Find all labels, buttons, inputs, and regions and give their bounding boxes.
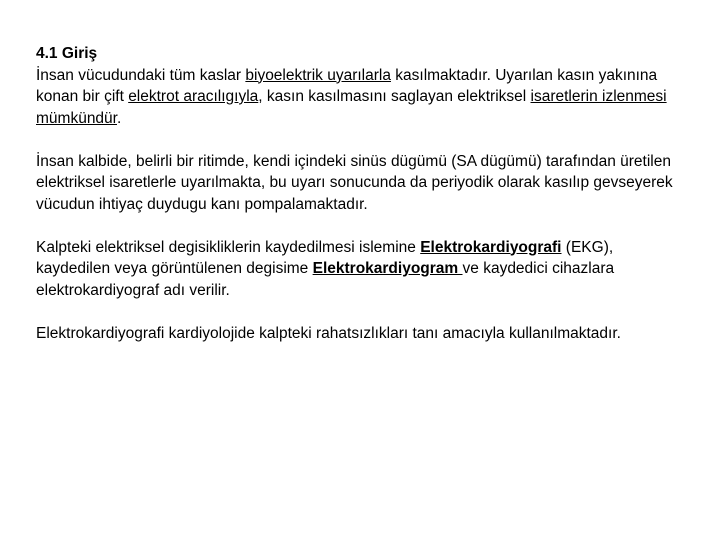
paragraph-usage: Elektrokardiyografi kardiyolojide kalpteki rahatsızlıkları tanı amacıyla kullanılmaktadır. (36, 324, 621, 342)
document-body (36, 43, 676, 366)
p1-text-b: kasılmaktadır. Uyarılan kasın yakınına konan bir çift (36, 66, 658, 105)
p1-underlined-bioelectric: biyoelektrik uyarılarla (245, 66, 391, 84)
p1-underlined-signals: isaretlerin izlenmesi mümkündür (36, 88, 667, 127)
paragraph-heart: İnsan kalbide, belirli bir ritimde, kendi içindeki sinüs dügümü (SA dügümü) tarafından üretilen elektriksel isaretlerle uyarılmakta, bu uyarı sonucunda da periyodik olarak kasılıp gevseyerek vücudun ihtiyaç duydugu kanı pompalamaktadır. (36, 152, 673, 213)
paragraph-intro (36, 65, 676, 130)
section-title: 4.1 Giriş (36, 45, 98, 62)
term-elektrokardiyografi: Elektrokardiyografi (420, 238, 562, 256)
p1-text-c: , kasın kasılmasını saglayan elektriksel (258, 88, 531, 105)
term-elektrokardiyogram: Elektrokardiyogram (312, 260, 463, 277)
p3-text-c: ve kaydedici cihazlara elektrokardiyograf adı verilir. (36, 260, 615, 299)
p1-underlined-electrode: elektrot aracılıgıyla (128, 88, 259, 105)
p1-text-d: . (116, 109, 122, 127)
p3-text-a: Kalpteki elektriksel degisikliklerin kaydedilmesi islemine (36, 238, 421, 256)
p3-text-b: (EKG), kaydedilen veya görüntülenen degisime (36, 238, 614, 277)
paragraph-ekg (36, 237, 676, 302)
p1-text-a: İnsan vücudundaki tüm kaslar (36, 66, 246, 84)
